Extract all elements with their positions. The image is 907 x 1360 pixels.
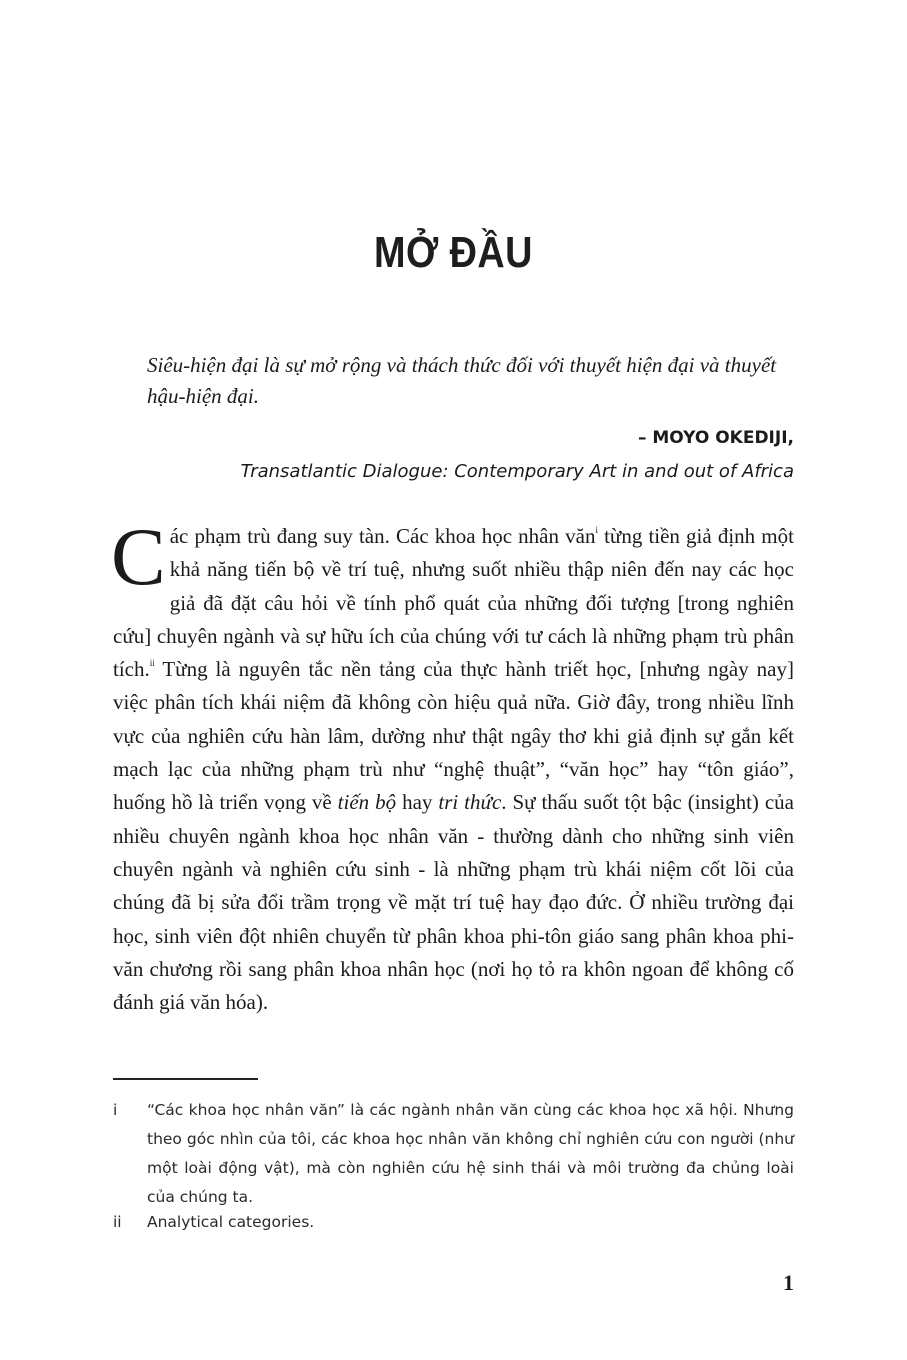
epigraph-author: – MOYO OKEDIJI, xyxy=(637,428,794,448)
body-paragraph xyxy=(111,511,795,1019)
emphasis-knowledge: tri thức xyxy=(438,790,502,815)
body-text-3: Từng là nguyên tắc nền tảng của thực hành triết học, [nhưng ngày nay] việc phân tích khái niệm đã không còn hiệu quả nữa. Giờ đây, trong nhiều lĩnh vực của nghiên cứu hàn lâm, dường như thật ngây thơ khi giả định sự gắn kết mạch lạc của những phạm trù như “nghệ thuật”, “văn học” hay “tôn giáo”, huống hồ là triển vọng về xyxy=(113,657,794,815)
page-number: 1 xyxy=(783,1270,794,1295)
body-text-4: hay xyxy=(396,790,439,815)
footnote-text: “Các khoa học nhân văn” là các ngành nhân văn cùng các khoa học xã hội. Nhưng theo góc nhìn của tôi, các khoa học nhân văn không chỉ nghiên cứu con người (như một loài động vật), mà còn nghiên cứu hệ sinh thái và môi trường đa chủng loài của chúng ta. xyxy=(147,1101,794,1206)
epigraph-source: Transatlantic Dialogue: Contemporary Art in and out of Africa xyxy=(240,461,794,482)
body-text-1: ác phạm trù đang suy tàn. Các khoa học nhân văn xyxy=(169,524,596,548)
epigraph-quote: Siêu-hiện đại là sự mở rộng và thách thức đối với thuyết hiện đại và thuyết hậu-hiện đại. xyxy=(147,353,777,408)
footnote-marker: i xyxy=(113,1101,118,1119)
chapter-title: MỞ ĐẦU xyxy=(374,228,533,277)
drop-cap: C xyxy=(111,511,166,602)
footnote-ref-i[interactable]: i xyxy=(595,525,598,535)
emphasis-progress: tiến bộ xyxy=(337,790,397,815)
footnote-ref-ii[interactable]: ii xyxy=(149,658,155,669)
footnote-ii xyxy=(113,1208,794,1237)
footnote-text: Analytical categories. xyxy=(147,1213,315,1231)
body-text-2: từng tiền giả định một khả năng tiến bộ về trí tuệ, nhưng suốt nhiều thập niên đến nay các học giả đã đặt câu hỏi về tính phổ quát của những đối tượng [trong nghiên cứu] chuyên ngành và sự hữu ích của chúng với tư cách là những phạm trù phân tích. xyxy=(113,524,794,682)
body-text-5: . Sự thấu suốt tột bậc (insight) của nhiều chuyên ngành khoa học nhân văn - thường dành cho những sinh viên chuyên ngành và nghiên cứu sinh - là những phạm trù khái niệm cốt lõi của chúng đã bị sửa đổi trầm trọng về mặt trí tuệ hay đạo đức. Ở nhiều trường đại học, sinh viên đột nhiên chuyển từ phân khoa phi-tôn giáo sang phân khoa phi-văn chương rồi sang phân khoa nhân học (nơi họ tỏ ra khôn ngoan để không cố đánh giá văn hóa). xyxy=(113,790,795,1015)
footnote-divider xyxy=(113,1078,258,1080)
footnote-i xyxy=(113,1096,794,1212)
footnote-marker: ii xyxy=(113,1213,122,1231)
